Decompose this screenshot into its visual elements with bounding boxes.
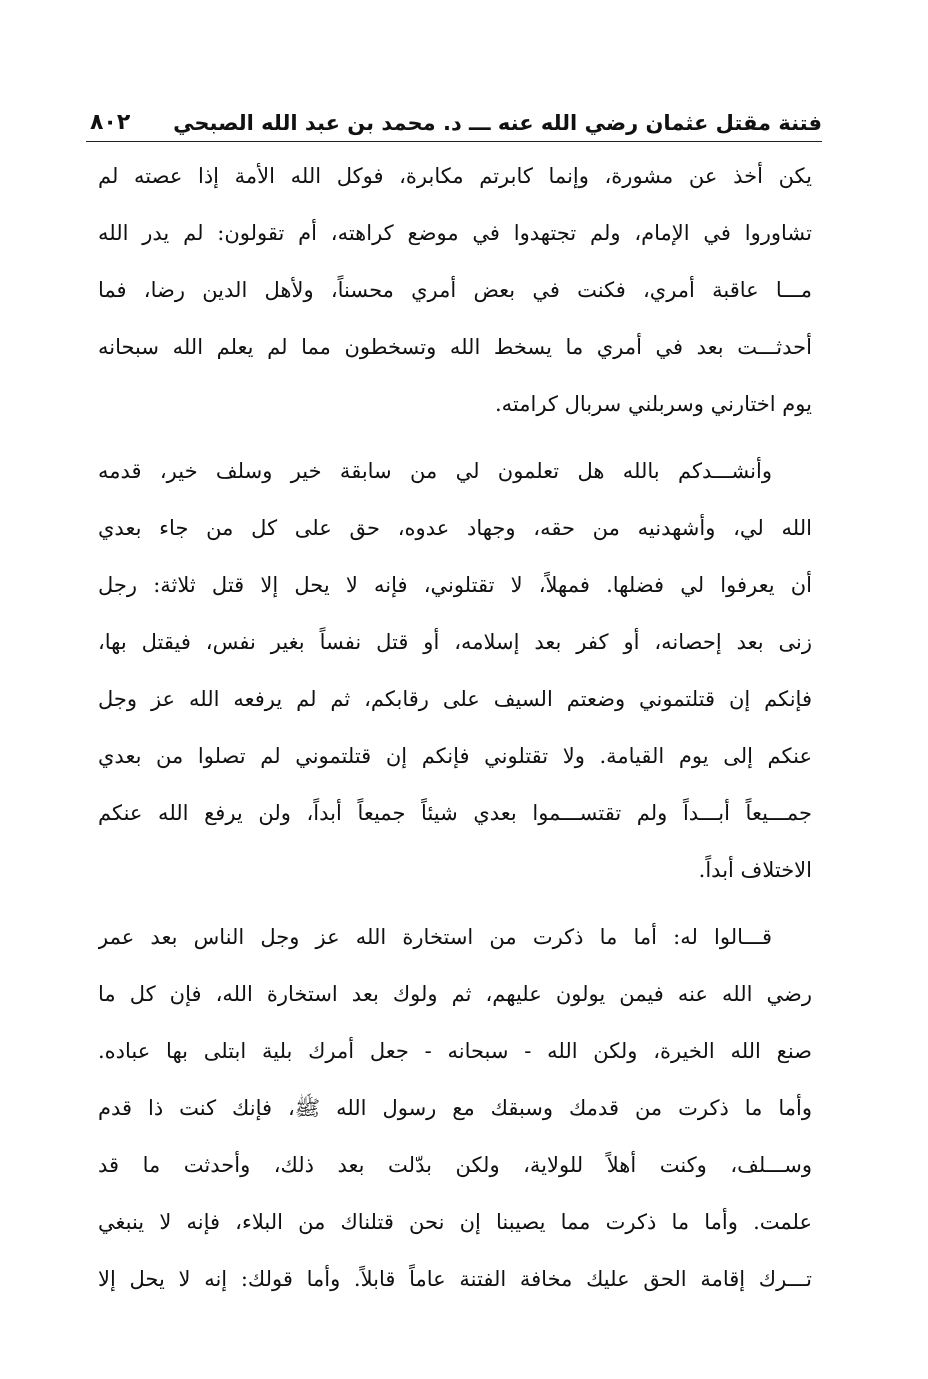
text-line: عنكم إلى يوم القيامة. ولا تقتلوني فإنكم إن قتلتموني لم تصلوا من بعدي [98, 744, 812, 768]
text-line: زنى بعد إحصانه، أو كفر بعد إسلامه، أو قتل نفساً بغير نفس، فيقتل بها، [98, 630, 812, 654]
paragraph-spacer [98, 433, 812, 443]
text-line: يكن أخذ عن مشورة، وإنما كابرتم مكابرة، فوكل الله الأمة إذا عصته لم [98, 164, 812, 188]
running-title: فتنة مقتل عثمان رضي الله عنه ـــ د. محمد بن عبد الله الصبحي [173, 111, 822, 135]
text-line: وأما ما ذكرت من قدمك وسبقك مع رسول الله ﷺ، فإنك كنت ذا قدم [98, 1096, 812, 1120]
text-line: رضي الله عنه فيمن يولون عليهم، ثم ولوك بعد استخارة الله، فإن كل ما [98, 982, 812, 1006]
page-header [86, 92, 822, 138]
text-line: وأنشـــدكم بالله هل تعلمون لي من سابقة خير وسلف خير، قدمه [98, 459, 772, 483]
text-line: علمت. وأما ما ذكرت مما يصيبنا إن نحن قتلناك من البلاء، فإنه لا ينبغي [98, 1210, 812, 1234]
text-line: صنع الله الخيرة، ولكن الله - سبحانه - جعل أمرك بلية ابتلى بها عباده. [98, 1039, 812, 1063]
text-line: جمـــيعاً أبـــداً ولم تقتســـموا بعدي شيئاً جميعاً أبداً، ولن يرفع الله عنكم [98, 801, 812, 825]
paragraph-3 [98, 909, 812, 1308]
header-divider [86, 141, 822, 142]
text-line: وســـلف، وكنت أهلاً للولاية، ولكن بدّلت بعد ذلك، وأحدثت ما قد [98, 1153, 812, 1177]
page-number: ٨٠٢ [90, 110, 131, 135]
text-line: قـــالوا له: أما ما ذكرت من استخارة الله عز وجل الناس بعد عمر [98, 925, 772, 949]
text-line: فإنكم إن قتلتموني وضعتم السيف على رقابكم، ثم لم يرفعه الله عز وجل [98, 687, 812, 711]
paragraph-2 [98, 443, 812, 899]
text-line: يوم اختارني وسربلني سربال كرامته. [494, 392, 812, 416]
text-line: مـــا عاقبة أمري، فكنت في بعض أمري محسناً، ولأهل الدين رضا، فما [98, 278, 812, 302]
text-line: الله لي، وأشهدنيه من حقه، وجهاد عدوه، حق على كل من جاء بعدي [98, 516, 812, 540]
paragraph-spacer [98, 899, 812, 909]
text-line: تـــرك إقامة الحق عليك مخافة الفتنة عاماً قابلاً. وأما قولك: إنه لا يحل إلا [98, 1267, 812, 1291]
text-line: تشاوروا في الإمام، ولم تجتهدوا في موضع كراهته، أم تقولون: لم يدر الله [98, 221, 812, 245]
text-line: الاختلاف أبداً. [698, 858, 812, 882]
paragraph-1 [98, 148, 812, 433]
text-line: أحدثـــت بعد في أمري ما يسخط الله وتسخطون مما لم يعلم الله سبحانه [98, 335, 812, 359]
page-body [98, 148, 812, 1308]
text-line: أن يعرفوا لي فضلها. فمهلاً، لا تقتلوني، فإنه لا يحل إلا قتل ثلاثة: رجل [98, 573, 812, 597]
